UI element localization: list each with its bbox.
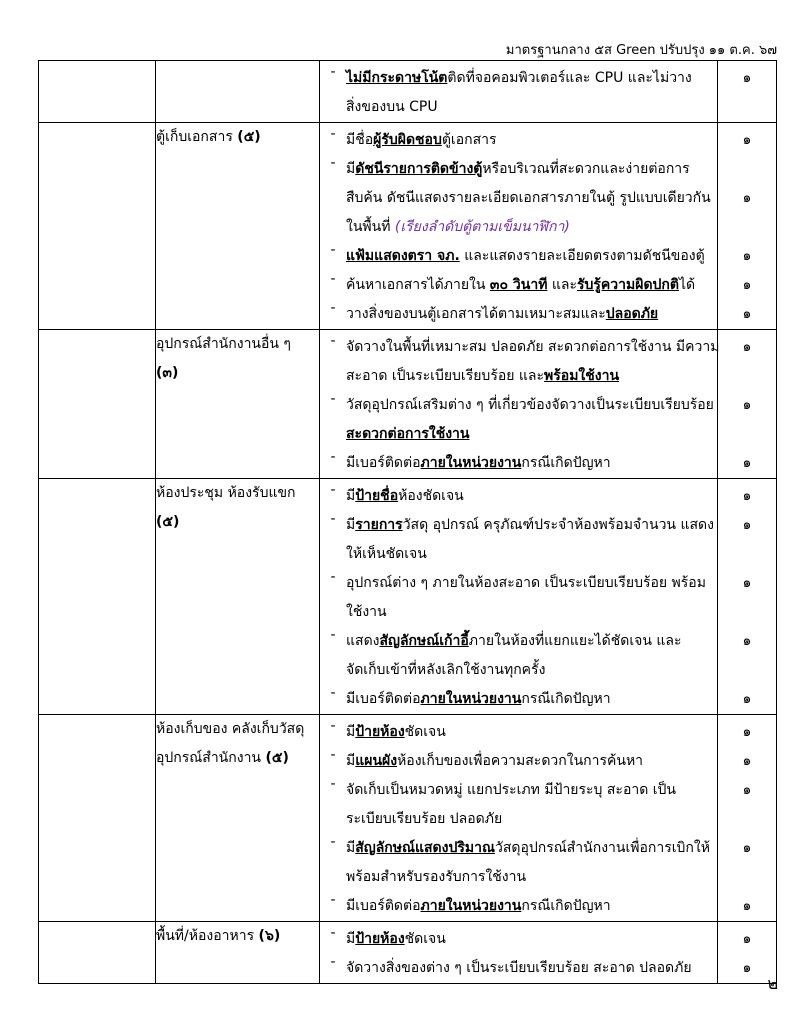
text-line	[346, 954, 711, 983]
text-line	[156, 508, 319, 537]
text-segment: ห้องประชุม ห้องรับแขก	[156, 485, 296, 501]
criteria-cell	[320, 922, 718, 984]
text-segment: ค้นหาเอกสารได้ภายใน	[346, 277, 490, 293]
criteria-item	[320, 747, 717, 776]
text-segment: ได้	[679, 277, 696, 293]
criteria-item	[320, 64, 717, 122]
emphasized-text: รับรู้ความผิดปกติ	[577, 277, 679, 293]
text-segment: (๕)	[237, 129, 261, 145]
text-line	[346, 242, 711, 271]
bullet-dash: -	[330, 155, 336, 171]
text-line	[156, 123, 319, 152]
text-segment: หรือบริเวณที่สะดวกและง่ายต่อการ	[482, 161, 690, 177]
section-row	[39, 922, 777, 984]
text-segment: (๓)	[156, 365, 179, 381]
score-spacer	[718, 155, 776, 184]
criteria-item	[320, 126, 717, 155]
score-spacer	[718, 656, 776, 685]
score-spacer	[718, 420, 776, 449]
score-value: ๑	[742, 306, 752, 322]
criteria-cell	[320, 123, 718, 330]
criteria-text	[346, 271, 717, 300]
bullet-dash: -	[330, 569, 336, 585]
score-value: ๑	[742, 248, 752, 264]
text-line	[346, 569, 711, 598]
text-segment: แสดง	[346, 633, 380, 649]
document-header: มาตรฐานกลาง ๕ส Green ปรับปรุง ๑๑ ต.ค. ๖๗	[505, 43, 777, 58]
criteria-text	[346, 449, 717, 478]
text-segment: (เรียงลำดับตู้ตามเข็มนาฬิกา)	[394, 219, 570, 235]
text-segment: พื้นที่/ห้องอาหาร	[156, 928, 259, 944]
text-segment: มี	[346, 753, 356, 769]
emphasized-text: ๓๐ วินาที	[489, 277, 548, 293]
text-line	[346, 184, 711, 213]
category-cell	[156, 330, 320, 479]
text-segment: จัดวางสิ่งของต่าง ๆ เป็นระเบียบเรียบร้อย สะอาด ปลอดภัย	[346, 960, 692, 976]
text-line	[346, 747, 711, 776]
bullet-dash: -	[330, 718, 336, 734]
bullet-dash: -	[330, 747, 336, 763]
criteria-item	[320, 242, 717, 271]
text-segment: พร้อมสำหรับรองรับการใช้งาน	[346, 869, 527, 885]
score-spacer	[718, 598, 776, 627]
text-line	[346, 126, 711, 155]
criteria-text	[346, 391, 720, 449]
emphasized-text: ภายในหน่วยงาน	[420, 898, 522, 914]
bullet-dash: -	[330, 685, 336, 701]
emphasized-text: ดัชนีรายการติดข้างตู้	[355, 161, 483, 177]
text-line	[346, 834, 711, 863]
score-value: ๑	[742, 339, 752, 355]
standards-table	[38, 60, 777, 984]
text-line	[156, 479, 319, 508]
score-spacer	[718, 540, 776, 569]
criteria-text	[346, 569, 717, 627]
text-segment: มี	[346, 488, 356, 504]
bullet-dash: -	[330, 300, 336, 316]
text-segment: ห้องเก็บของ คลังเก็บวัสดุ	[156, 721, 305, 737]
bullet-dash: -	[330, 954, 336, 970]
text-segment: ตู้เอกสาร	[441, 132, 497, 148]
criteria-cell	[320, 479, 718, 715]
score-value: ๑	[742, 70, 752, 86]
emphasized-text: ป้ายห้อง	[355, 931, 405, 947]
text-segment: อุปกรณ์ต่าง ๆ ภายในห้องสะอาด เป็นระเบียบเรียบร้อย พร้อม	[346, 575, 706, 591]
score-spacer	[718, 805, 776, 834]
text-segment: มีชื่อ	[346, 132, 374, 148]
empty-cell	[39, 922, 156, 984]
section-row	[39, 123, 777, 330]
score-cell	[718, 715, 777, 922]
category-cell	[156, 61, 320, 123]
text-line	[346, 213, 711, 242]
score-cell	[718, 123, 777, 330]
text-segment: และแสดงรายละเอียดตรงตามดัชนีของตู้	[459, 248, 705, 264]
text-line	[346, 511, 714, 540]
bullet-dash: -	[330, 242, 336, 258]
text-segment: ระเบียบเรียบร้อย ปลอดภัย	[346, 811, 503, 827]
criteria-cell	[320, 715, 718, 922]
emphasized-text: รายการ	[355, 517, 403, 533]
criteria-item	[320, 685, 717, 714]
page-number: ๒	[767, 974, 778, 993]
criteria-text	[346, 685, 717, 714]
score-value: ๑	[742, 277, 752, 293]
score-spacer	[718, 93, 776, 122]
text-segment: มี	[346, 161, 356, 177]
criteria-item	[320, 391, 717, 449]
criteria-text	[346, 242, 717, 271]
emphasized-text: พร้อมใช้งาน	[544, 368, 620, 384]
criteria-text	[346, 300, 717, 329]
criteria-text	[346, 718, 717, 747]
criteria-text	[346, 155, 717, 242]
criteria-text	[346, 925, 717, 954]
score-value: ๑	[742, 190, 752, 206]
criteria-item	[320, 892, 717, 921]
text-segment: และ	[547, 277, 577, 293]
text-segment: อุปกรณ์สำนักงาน	[156, 750, 266, 766]
criteria-text	[346, 627, 717, 685]
text-line	[156, 330, 319, 359]
score-value: ๑	[742, 517, 752, 533]
text-segment: วางสิ่งของบนตู้เอกสารได้ตามเหมาะสมและ	[346, 306, 606, 322]
emphasized-text: ภายในหน่วยงาน	[420, 455, 522, 471]
category-cell	[156, 715, 320, 922]
text-line	[346, 155, 711, 184]
criteria-text	[346, 511, 720, 569]
text-segment: กรณีเกิดปัญหา	[521, 898, 611, 914]
score-value: ๑	[742, 753, 752, 769]
score-value: ๑	[742, 960, 752, 976]
bullet-dash: -	[330, 892, 336, 908]
empty-cell	[39, 479, 156, 715]
score-value: ๑	[742, 898, 752, 914]
text-segment: ห้องชัดเจน	[398, 488, 464, 504]
text-segment: จัดเก็บเป็นหมวดหมู่ แยกประเภท มีป้ายระบุ สะอาด เป็น	[346, 782, 676, 798]
text-segment: (๕)	[156, 514, 180, 530]
criteria-text	[346, 776, 717, 834]
criteria-text	[346, 333, 725, 391]
text-line	[346, 93, 711, 122]
text-segment: มี	[346, 931, 356, 947]
bullet-dash: -	[330, 482, 336, 498]
text-segment: อุปกรณ์สำนักงานอื่น ๆ	[156, 336, 291, 352]
criteria-text	[346, 126, 717, 155]
score-value: ๑	[742, 840, 752, 856]
text-line	[346, 627, 711, 656]
category-cell	[156, 123, 320, 330]
score-value: ๑	[742, 575, 752, 591]
text-line	[156, 715, 319, 744]
category-cell	[156, 922, 320, 984]
bullet-dash: -	[330, 391, 336, 407]
score-value: ๑	[742, 132, 752, 148]
criteria-item	[320, 482, 717, 511]
text-segment: ชัดเจน	[404, 931, 446, 947]
score-spacer	[718, 362, 776, 391]
bullet-dash: -	[330, 627, 336, 643]
text-segment: ในพื้นที่	[346, 219, 395, 235]
emphasized-text: ไม่มีกระดาษโน้ต	[346, 70, 448, 86]
criteria-item	[320, 155, 717, 242]
score-value: ๑	[742, 724, 752, 740]
criteria-item	[320, 569, 717, 627]
criteria-cell	[320, 330, 718, 479]
criteria-item	[320, 718, 717, 747]
text-segment: วัสดุ อุปกรณ์ ครุภัณฑ์ประจำห้องพร้อมจำนวน แสดง	[402, 517, 714, 533]
criteria-item	[320, 271, 717, 300]
text-segment: (๖)	[258, 928, 281, 944]
score-value: ๑	[742, 397, 752, 413]
text-line	[346, 925, 711, 954]
text-segment: ห้องเก็บของเพื่อความสะดวกในการค้นหา	[397, 753, 644, 769]
emphasized-text: สะดวกต่อการใช้งาน	[346, 426, 470, 442]
bullet-dash: -	[330, 925, 336, 941]
criteria-text	[346, 892, 717, 921]
criteria-item	[320, 834, 717, 892]
text-segment: วัสดุอุปกรณ์เสริมต่าง ๆ ที่เกี่ยวข้องจัดวางเป็นระเบียบเรียบร้อย	[346, 397, 714, 413]
empty-cell	[39, 123, 156, 330]
text-segment: ตู้เก็บเอกสาร	[156, 129, 238, 145]
bullet-dash: -	[330, 776, 336, 792]
emphasized-text: สัญลักษณ์เก้าอี้	[379, 633, 469, 649]
emphasized-text: ภายในหน่วยงาน	[420, 691, 522, 707]
text-line	[346, 656, 711, 685]
score-value: ๑	[742, 691, 752, 707]
text-line	[156, 744, 319, 773]
text-segment: มี	[346, 840, 356, 856]
score-value: ๑	[742, 455, 752, 471]
criteria-text	[346, 954, 717, 983]
text-line	[346, 362, 719, 391]
text-segment: มีเบอร์ติดต่อ	[346, 691, 421, 707]
score-value: ๑	[742, 633, 752, 649]
criteria-item	[320, 300, 717, 329]
section-row	[39, 479, 777, 715]
text-segment: มี	[346, 724, 356, 740]
bullet-dash: -	[330, 449, 336, 465]
bullet-dash: -	[330, 126, 336, 142]
emphasized-text: ผู้รับผิดชอบ	[373, 132, 442, 148]
criteria-text	[346, 747, 717, 776]
text-line	[346, 598, 711, 627]
emphasized-text: ป้ายชื่อ	[355, 488, 399, 504]
score-cell	[718, 479, 777, 715]
text-line	[346, 892, 711, 921]
criteria-item	[320, 954, 717, 983]
score-value: ๑	[742, 931, 752, 947]
text-segment: มีเบอร์ติดต่อ	[346, 455, 421, 471]
text-line	[346, 271, 711, 300]
emphasized-text: แผนผัง	[355, 753, 398, 769]
text-line	[346, 805, 711, 834]
section-row	[39, 715, 777, 922]
criteria-item	[320, 449, 717, 478]
score-value: ๑	[742, 782, 752, 798]
criteria-item	[320, 333, 720, 391]
text-line	[156, 922, 319, 951]
bullet-dash: -	[330, 834, 336, 850]
text-line	[346, 863, 711, 892]
text-line	[346, 540, 714, 569]
text-segment: สืบค้น ดัชนีแสดงรายละเอียดเอกสารภายในตู้ รูปแบบเดียวกัน	[346, 190, 711, 206]
text-segment: ติดที่จอคอมพิวเตอร์และ CPU และไม่วาง	[447, 70, 692, 86]
score-cell	[718, 330, 777, 479]
text-segment: วัสดุอุปกรณ์สำนักงานเพื่อการเบิกให้	[494, 840, 710, 856]
empty-cell	[39, 61, 156, 123]
text-segment: จัดเก็บเข้าที่หลังเลิกใช้งานทุกครั้ง	[346, 662, 546, 678]
emphasized-text: สัญลักษณ์แสดงปริมาณ	[355, 840, 495, 856]
text-line	[346, 449, 711, 478]
criteria-text	[346, 482, 717, 511]
criteria-item	[320, 627, 717, 685]
score-cell	[718, 61, 777, 123]
text-line	[346, 776, 711, 805]
text-segment: สะอาด เป็นระเบียบเรียบร้อย และ	[346, 368, 545, 384]
text-segment: (๕)	[265, 750, 289, 766]
text-segment: สิ่งของบน CPU	[346, 99, 438, 115]
bullet-dash: -	[330, 333, 336, 349]
emphasized-text: ป้ายห้อง	[355, 724, 405, 740]
text-line	[346, 482, 711, 511]
criteria-cell	[320, 61, 718, 123]
criteria-item	[320, 511, 717, 569]
text-segment: มีเบอร์ติดต่อ	[346, 898, 421, 914]
text-line	[346, 300, 711, 329]
criteria-text	[346, 64, 717, 122]
empty-cell	[39, 715, 156, 922]
bullet-dash: -	[330, 271, 336, 287]
bullet-dash: -	[330, 64, 336, 80]
text-line	[346, 64, 711, 93]
score-value: ๑	[742, 488, 752, 504]
criteria-item	[320, 925, 717, 954]
text-segment: ภายในห้องที่แยกแยะได้ชัดเจน และ	[468, 633, 682, 649]
text-line	[346, 333, 719, 362]
section-row	[39, 61, 777, 123]
text-segment: กรณีเกิดปัญหา	[521, 691, 611, 707]
criteria-text	[346, 834, 717, 892]
text-segment: มี	[346, 517, 356, 533]
emphasized-text: แฟ้มแสดงตรา จภ.	[346, 248, 460, 264]
score-spacer	[718, 863, 776, 892]
section-row	[39, 330, 777, 479]
text-segment: กรณีเกิดปัญหา	[521, 455, 611, 471]
text-line	[346, 685, 711, 714]
text-line	[346, 391, 714, 420]
category-cell	[156, 479, 320, 715]
score-spacer	[718, 213, 776, 242]
text-line	[346, 420, 714, 449]
text-segment: จัดวางในพื้นที่เหมาะสม ปลอดภัย สะดวกต่อการใช้งาน มีความ	[346, 339, 720, 355]
text-line	[156, 359, 319, 388]
text-segment: ใช้งาน	[346, 604, 387, 620]
bullet-dash: -	[330, 511, 336, 527]
empty-cell	[39, 330, 156, 479]
text-segment: ให้เห็นชัดเจน	[346, 546, 427, 562]
emphasized-text: ปลอดภัย	[605, 306, 659, 322]
text-line	[346, 718, 711, 747]
criteria-item	[320, 776, 717, 834]
text-segment: ชัดเจน	[404, 724, 446, 740]
